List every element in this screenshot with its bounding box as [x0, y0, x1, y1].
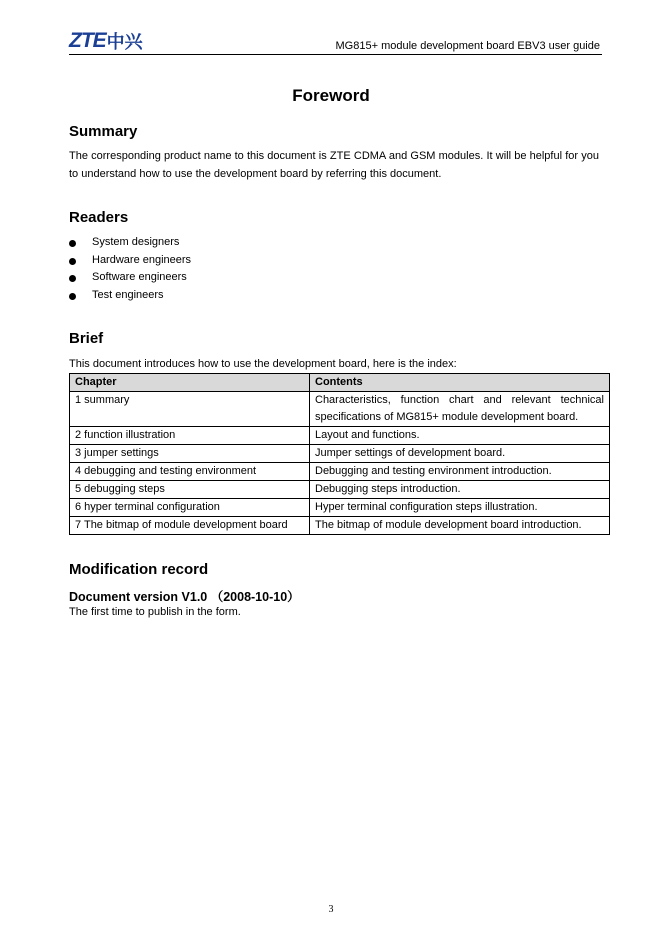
- cell-chapter: 3 jumper settings: [70, 445, 310, 463]
- summary-heading: Summary: [69, 123, 138, 140]
- modification-heading: Modification record: [69, 561, 209, 578]
- zte-logo: [69, 30, 143, 52]
- list-item-text: Test engineers: [92, 288, 164, 301]
- bullet-icon: [69, 240, 76, 247]
- table-row: [70, 517, 610, 535]
- brief-heading: Brief: [69, 330, 104, 347]
- list-item-text: System designers: [92, 236, 180, 248]
- cell-chapter: 7 The bitmap of module development board: [70, 517, 310, 535]
- readers-list: [69, 234, 191, 304]
- bullet-icon: [69, 293, 76, 300]
- readers-heading: Readers: [69, 209, 129, 226]
- cell-contents: Debugging and testing environment introduction.: [310, 463, 610, 481]
- table-row: [70, 392, 610, 427]
- list-item: [69, 269, 191, 287]
- bullet-icon: [69, 258, 76, 265]
- bullet-icon: [69, 275, 76, 282]
- modification-text: The first time to publish in the form.: [69, 606, 241, 618]
- cell-contents: Hyper terminal configuration steps illustration.: [310, 499, 610, 517]
- page-number: 3: [328, 904, 334, 915]
- table-row: [70, 445, 610, 463]
- cell-contents: Layout and functions.: [310, 427, 610, 445]
- column-header-chapter: Chapter: [70, 374, 310, 392]
- cell-contents: Jumper settings of development board.: [310, 445, 610, 463]
- summary-text: The corresponding product name to this document is ZTE CDMA and GSM modules. It will be helpful for you to understand how to use the development board by referring this document.: [69, 150, 599, 180]
- table-row: [70, 481, 610, 499]
- table-header-row: [70, 374, 610, 392]
- logo-latin: ZTE: [69, 29, 106, 52]
- list-item-text: Software engineers: [92, 271, 187, 283]
- document-title: Foreword: [292, 86, 370, 105]
- document-version: Document version V1.0 （2008-10-10）: [69, 590, 300, 604]
- brief-intro: This document introduces how to use the development board, here is the index:: [69, 358, 457, 370]
- cell-chapter: 5 debugging steps: [70, 481, 310, 499]
- header-rule: [69, 54, 602, 55]
- index-table: [69, 373, 610, 535]
- table-row: [70, 427, 610, 445]
- cell-chapter: 2 function illustration: [70, 427, 310, 445]
- header-title: MG815+ module development board EBV3 user guide: [335, 40, 600, 52]
- table-row: [70, 499, 610, 517]
- logo-cjk: 中兴: [106, 32, 143, 53]
- list-item: [69, 252, 191, 270]
- cell-contents: Characteristics, function chart and relevant technical specifications of MG815+ module development board.: [310, 392, 610, 427]
- list-item: [69, 234, 191, 252]
- table-row: [70, 463, 610, 481]
- cell-chapter: 4 debugging and testing environment: [70, 463, 310, 481]
- cell-contents: The bitmap of module development board introduction.: [310, 517, 610, 535]
- cell-chapter: 1 summary: [70, 392, 310, 427]
- list-item-text: Hardware engineers: [92, 253, 192, 266]
- cell-contents: Debugging steps introduction.: [310, 481, 610, 499]
- cell-chapter: 6 hyper terminal configuration: [70, 499, 310, 517]
- list-item: [69, 287, 191, 305]
- column-header-contents: Contents: [310, 374, 610, 392]
